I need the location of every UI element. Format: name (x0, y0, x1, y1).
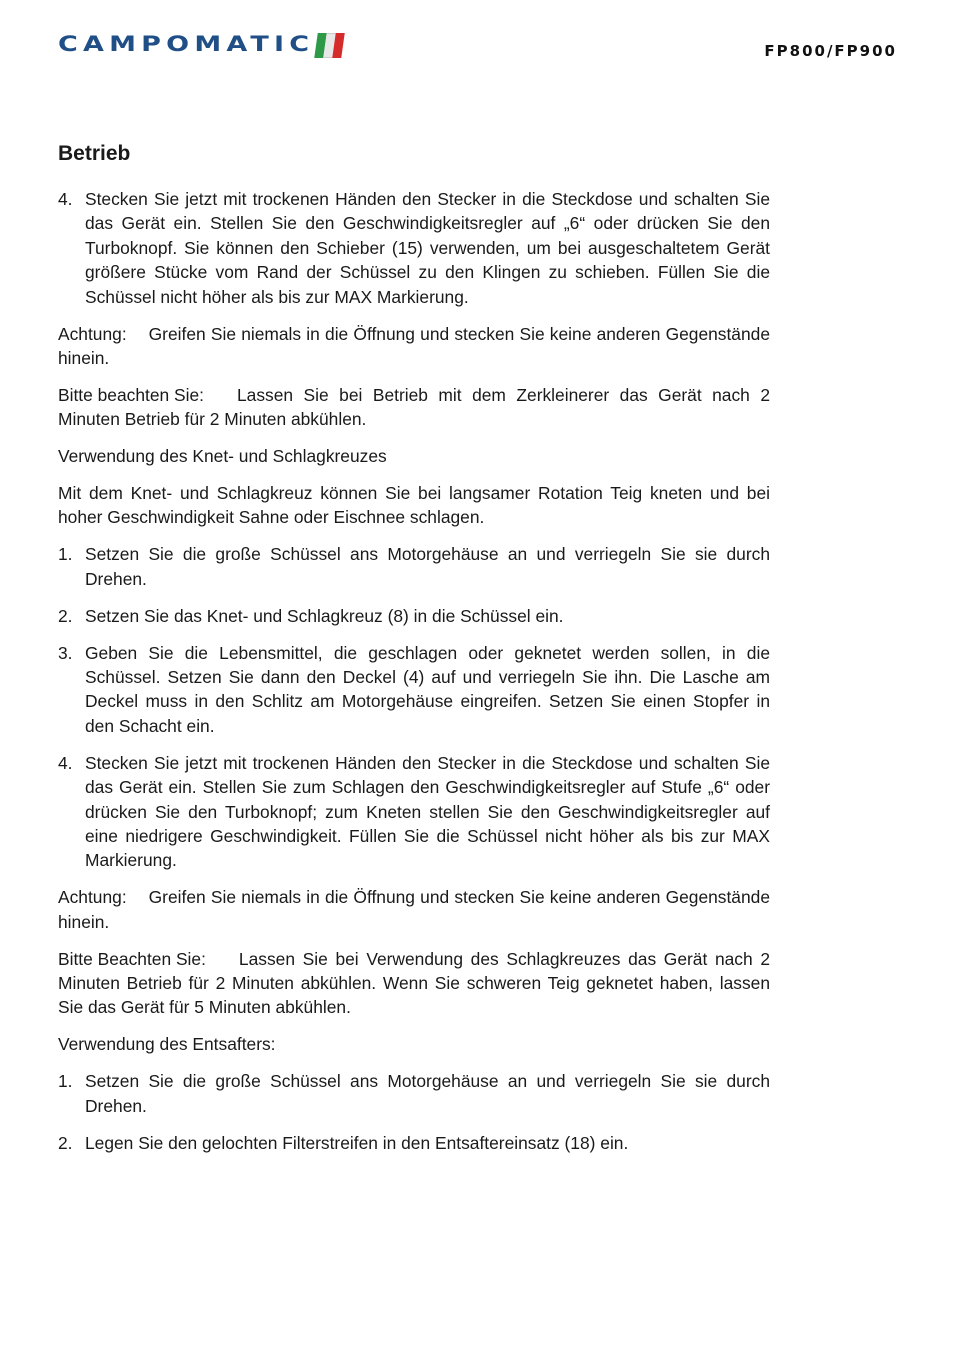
warning-paragraph (58, 885, 770, 934)
list-number: 1. (58, 544, 73, 565)
warning-text: Greifen Sie niemals in die Öffnung und stecken Sie keine anderen Gegenstände hinein. (58, 323, 770, 368)
list-number: 4. (58, 752, 73, 773)
section-title-juicer: Verwendung des Entsafters: (58, 1034, 276, 1055)
list-item (58, 1069, 770, 1118)
note-paragraph (58, 383, 770, 432)
note-paragraph (58, 947, 770, 1020)
kneading-intro: Mit dem Knet- und Schlagkreuz können Sie bei langsamer Rotation Teig kneten und bei hoher Geschwindigkeit Sahne oder Eischnee schlagen. (58, 483, 770, 528)
list-item (58, 542, 770, 591)
list-text: Geben Sie die Lebensmittel, die geschlagen oder geknetet werden sollen, in die Schüssel. Setzen Sie dann den Deckel (4) auf und verriegeln Sie ihn. Die Lasche am Deckel muss in den Schlitz am Motorgehäuse eingreifen. Setzen Sie einen Stopfer in den Schacht ein. (85, 642, 770, 736)
warning-paragraph (58, 322, 770, 371)
list-item (58, 187, 770, 309)
note-text: Lassen Sie bei Betrieb mit dem Zerkleinerer das Gerät nach 2 Minuten Betrieb für 2 Minuten abkühlen. (58, 384, 770, 430)
brand-logo (58, 30, 343, 60)
list-text: Stecken Sie jetzt mit trockenen Händen den Stecker in die Steckdose und schalten Sie das Gerät ein. Stellen Sie den Geschwindigkeitsregler auf „6“ oder drücken Sie den Turboknopf. Sie können den Schieber (15) verwenden, um bei ausgeschaltetem Gerät größere Stücke vom Rand der Schüssel zu den Klingen zu schieben. Füllen Sie die Schüssel nicht höher als bis zur MAX Markierung. (85, 189, 770, 307)
note-text: Lassen Sie bei Verwendung des Schlagkreuzes das Gerät nach 2 Minuten Betrieb für 2 Minuten abkühlen. Wenn Sie schweren Teig geknetet haben, lassen Sie das Gerät für 5 Minuten abkühlen. (58, 948, 770, 1018)
list-text: Setzen Sie die große Schüssel ans Motorgehäuse an und verriegeln Sie sie durch Drehen. (85, 1071, 770, 1116)
list-item (58, 751, 770, 873)
note-label: Bitte Beachten Sie: (58, 948, 206, 969)
brand-wordmark: CAMPOMATIC (58, 32, 315, 57)
note-label: Bitte beachten Sie: (58, 384, 204, 405)
list-number: 1. (58, 1071, 73, 1092)
warning-text: Greifen Sie niemals in die Öffnung und stecken Sie keine anderen Gegenstände hinein. (58, 887, 770, 932)
list-number: 2. (58, 605, 73, 626)
list-text: Legen Sie den gelochten Filterstreifen in den Entsaftereinsatz (18) ein. (85, 1132, 629, 1153)
section-title-kneading: Verwendung des Knet- und Schlagkreuzes (58, 446, 387, 467)
document-body (58, 138, 770, 1167)
warning-label: Achtung: (58, 887, 127, 908)
list-text: Setzen Sie das Knet- und Schlagkreuz (8) in die Schüssel ein. (85, 605, 564, 626)
list-item (58, 604, 770, 628)
list-number: 4. (58, 189, 73, 209)
warning-label: Achtung: (58, 323, 127, 344)
list-text: Setzen Sie die große Schüssel ans Motorgehäuse an und verriegeln Sie sie durch Drehen. (85, 544, 770, 589)
list-item (58, 641, 770, 739)
list-number: 3. (58, 642, 73, 663)
model-number: FP800/FP900 (764, 42, 897, 60)
list-number: 2. (58, 1132, 73, 1153)
page-header (0, 0, 954, 80)
list-text: Stecken Sie jetzt mit trockenen Händen den Stecker in die Steckdose und schalten Sie das Gerät ein. Stellen Sie zum Schlagen den Geschwindigkeitsregler auf Stufe „6“ oder drücken Sie den Turboknopf; zum Kneten stellen Sie den Geschwindigkeitsregler auf eine niedrigere Geschwindigkeit. Füllen Sie die Schüssel nicht höher als bis zur MAX Markierung. (85, 752, 770, 871)
list-item (58, 1131, 770, 1155)
italian-flag-icon (315, 33, 346, 58)
page-heading: Betrieb (58, 142, 131, 165)
